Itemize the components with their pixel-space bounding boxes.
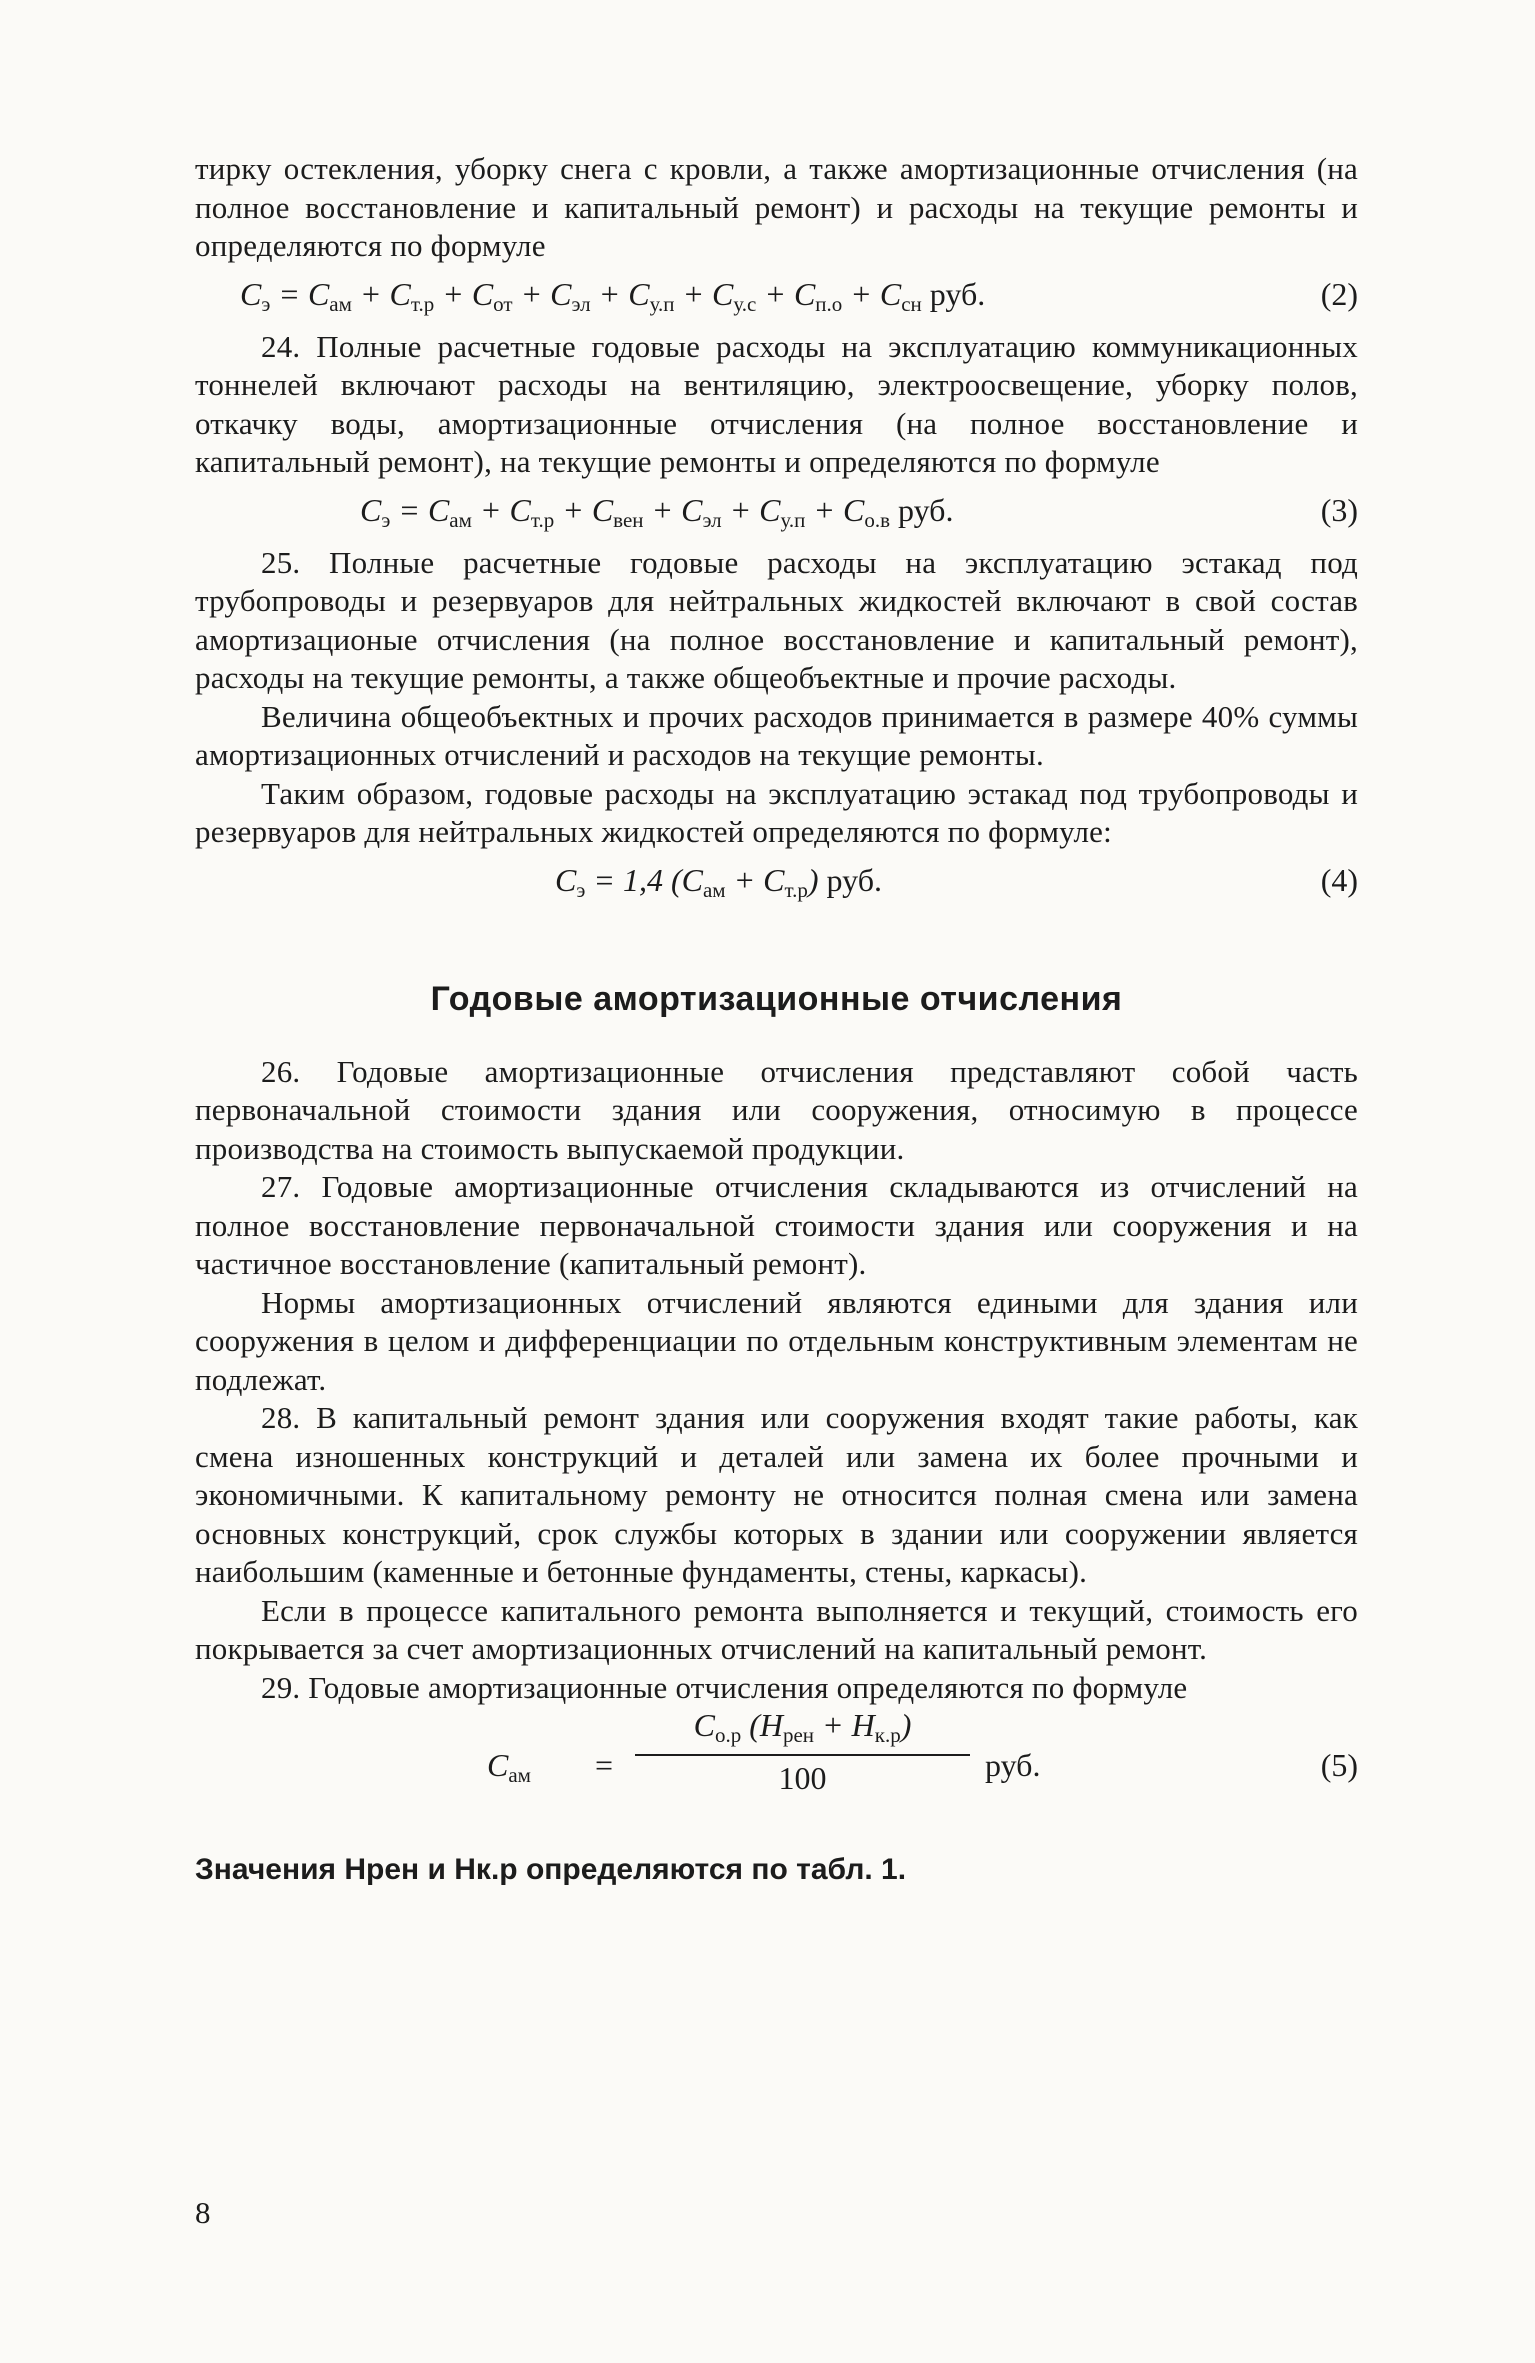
paragraph-29: 29. Годовые амортизационные отчисления определяются по формуле: [261, 1669, 1188, 1705]
paragraph: тирку остекления, уборку снега с кровли, а также амортизационные отчисления (на полное восстановление и капитальный ремонт) и расходы на текущие ремонты и определяются по формуле: [195, 151, 1358, 263]
paragraph-25b: Величина общеобъектных и прочих расходов принимается в размере 40% суммы амортизационных отчислений и расходов на текущие ремонты.: [195, 698, 1358, 772]
section-heading: Годовые амортизационные отчисления: [430, 979, 1123, 1018]
paragraph-27: 27. Годовые амортизационные отчисления складываются из отчислений на полное восстановление первоначальной стоимости здания или сооружения и на частичное восстановление (капитальный ремонт).: [195, 1169, 1358, 1281]
paragraph-26: 26. Годовые амортизационные отчисления представляют собой часть первоначальной стоимости здания или сооружения, относимую в процессе производства на стоимость выпускаемой продукции.: [195, 1053, 1358, 1166]
page-number: 8: [195, 2195, 211, 2230]
formula-2: $C_э = C_{ам} + C_{т.р} + C_{от} + C_{эл} + C_{у.п} + C_{у.с} + C_{п.о} + C_{сн}$ руб. (2): [240, 275, 1358, 316]
formula-number: (2): [1320, 275, 1358, 312]
document-page: [195, 150, 1358, 1887]
paragraph-28: 28. В капитальный ремонт здания или сооружения входят такие работы, как смена изношенных конструкций и деталей или замена их более прочными и экономичными. К капитальному ремонту не относится полная смена или замена основных конструкций, срок службы которых в здании или сооружении является наибольшим (каменные и бетонные фундаменты, стены, каркасы).: [195, 1400, 1358, 1589]
paragraph-24: 24. Полные расчетные годовые расходы на эксплуатацию коммуникационных тоннелей включают расходы на вентиляцию, электроосвещение, уборку полов, откачку воды, амортизационные отчисления (на полное восстановление и капитальный ремонт), на текущие ремонты и определяются по формуле: [195, 328, 1358, 479]
formula-3: $C_э = C_{ам} + C_{т.р} + C_{вен} + C_{эл} + C_{у.п} + C_{о.в}$ руб. (3): [360, 491, 1358, 532]
table-reference-note: Значения Hрен и Hк.р определяются по табл. 1.: [195, 1853, 907, 1886]
paragraph-25c: Таким образом, годовые расходы на эксплуатацию эстакад под трубопроводы и резервуаров для нейтральных жидкостей определяются по формуле:: [195, 775, 1358, 849]
formula-number: (3): [1320, 491, 1358, 528]
paragraph-28b: Если в процессе капитального ремонта выполняется и текущий, стоимость его покрывается за счет амортизационных отчислений на капитальный ремонт.: [195, 1592, 1358, 1666]
formula-5: $C_{ам}$ = $C_{о.р}$ $(H_{рен} + H_{к.р})$ 100 руб. (5): [487, 1707, 1358, 1796]
formula-number: (4): [1320, 861, 1358, 898]
paragraph-25: 25. Полные расчетные годовые расходы на эксплуатацию эстакад под трубопроводы и резервуаров для нейтральных жидкостей включают в свой состав амортизационые отчисления (на полное восстановление и капитальный ремонт), расходы на текущие ремонты, а также общеобъектные и прочие расходы.: [195, 544, 1358, 695]
formula-4: $C_э = 1,4$ $(C_{ам} + C_{т.р})$ руб. (4): [555, 861, 1358, 902]
paragraph-27b: Нормы амортизационных отчислений являются едиными для здания или сооружения в целом и дифференциации по отдельным конструктивным элементам не подлежат.: [195, 1284, 1358, 1397]
formula-number: (5): [1320, 1747, 1358, 1783]
